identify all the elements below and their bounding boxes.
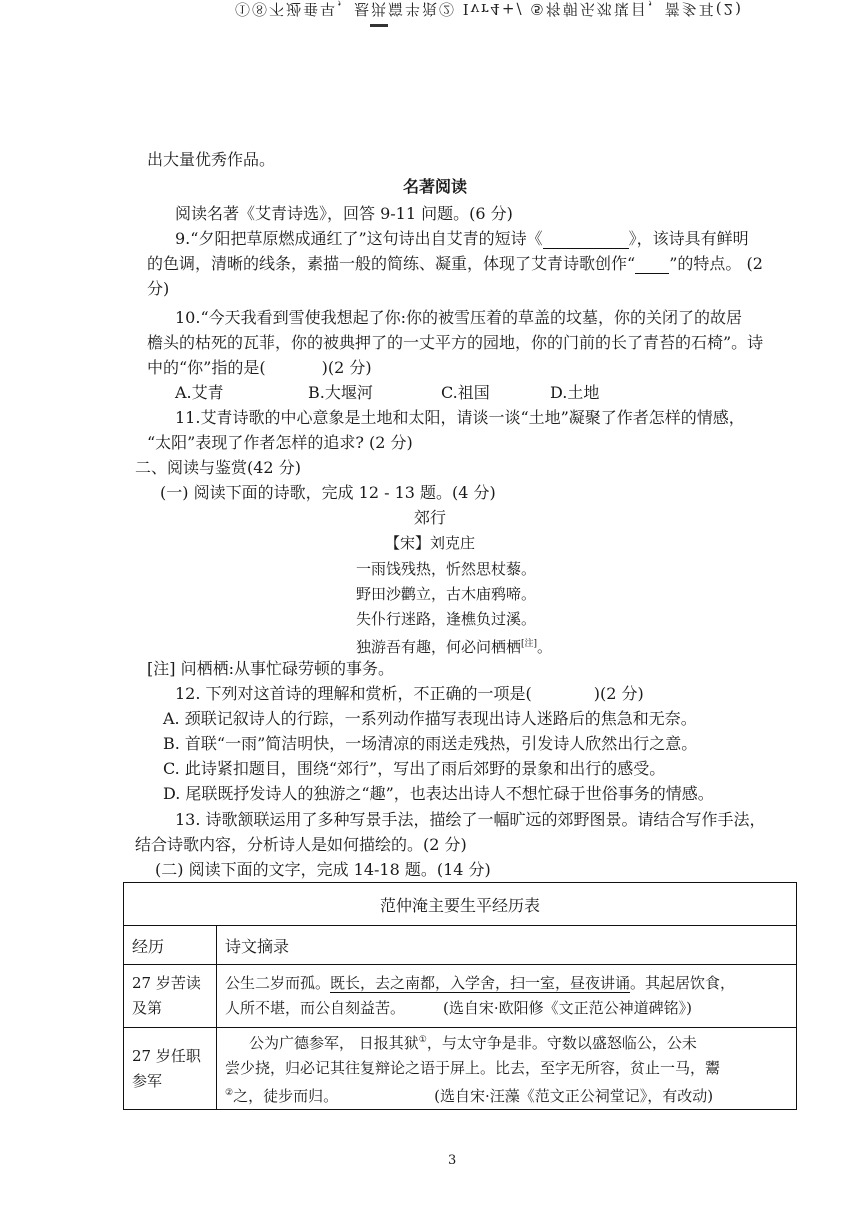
poem-note: [注] 问栖栖:从事忙碌劳顿的事务。 <box>147 659 394 678</box>
q10-option-d: D.土地 <box>550 383 600 402</box>
excerpt-text: 尝少挠，归必记其往复辩论之语于屏上。比去，至字无所容，贫止一马，鬻 <box>225 1059 721 1077</box>
question-10-line3 <box>147 358 372 378</box>
excerpt-source: (选自宋·汪藻《范文正公祠堂记》，有改动) <box>434 1087 714 1105</box>
q10-text-b: )(2 分) <box>321 358 372 377</box>
q9-text-d: ”的特点。 (2 <box>669 254 763 273</box>
q10-option-b: B.大堰河 <box>308 383 373 402</box>
excerpt-text: 人所不堪，而公自刻益苦。 <box>225 999 406 1017</box>
mingzhu-intro: 阅读名著《艾青诗选》，回答 9-11 问题。(6 分) <box>175 204 513 223</box>
excerpt-source: (选自宋·欧阳修《文正范公神道碑铭》) <box>443 999 692 1017</box>
excerpt-text: ，与太守争是非。守数以盛怒临公，公未 <box>426 1034 697 1052</box>
poem-line-1: 一雨饯残热，忻然思杖藜。 <box>356 560 537 578</box>
q10-option-c: C.祖国 <box>441 383 490 402</box>
footnote-mark: ② <box>225 1088 234 1098</box>
poem-line-2: 野田沙鹳立，古木庙鸦啼。 <box>356 585 537 603</box>
excerpt-text: 之，徒步而归。 <box>233 1087 339 1105</box>
q12-option-b: B. 首联“一雨”简洁明快，一场清凉的雨送走残热，引发诗人欣然出行之意。 <box>163 734 698 753</box>
question-13-line2: 结合诗歌内容，分析诗人是如何描绘的。(2 分) <box>135 835 467 854</box>
question-12 <box>175 684 644 704</box>
column-header-excerpt: 诗文摘录 <box>217 926 797 965</box>
q9-blank-1 <box>543 232 629 249</box>
q12-option-a: A. 颈联记叙诗人的行踪，一系列动作描写表现出诗人迷路后的焦急和无奈。 <box>163 709 697 728</box>
poem-note-mark: [注] <box>521 639 538 649</box>
top-fragment: 出大量优秀作品。 <box>147 150 276 169</box>
poem-line-3: 失仆行迷路，逢樵负过溪。 <box>356 610 537 628</box>
question-11-line2: “太阳”表现了作者怎样的追求? (2 分) <box>147 433 413 452</box>
part-1-intro: (一) 阅读下面的诗歌，完成 12 - 13 题。(4 分) <box>160 483 496 502</box>
mingzhu-title: 名著阅读 <box>402 177 467 196</box>
question-9-line1 <box>175 229 749 249</box>
poem-line-4: 独游吾有趣，何必问栖栖[注]。 <box>356 638 553 656</box>
table-title: 范仲淹主要生平经历表 <box>124 883 797 926</box>
q10-text-a: 中的“你”指的是( <box>147 358 266 377</box>
footnote-mark: ① <box>418 1035 427 1045</box>
row-label: 27 岁任职参军 <box>124 1028 217 1110</box>
bleed-through-text: ①⑧不逊垂早，悬洪篇半浪② Ivr4+/ ⑤将朝乐郊谋目，蔷多耳(2) <box>235 0 743 18</box>
q10-option-a: A.艾青 <box>175 383 224 402</box>
excerpt-text: 公为广德参军， 日报其狱 <box>249 1034 419 1052</box>
part-2-intro: (二) 阅读下面的文字，完成 14-18 题。(14 分) <box>155 860 491 879</box>
question-10-line2: 檐头的枯死的瓦菲，你的被典押了的一丈平方的园地，你的门前的长了青苔的石椅”。诗 <box>147 333 764 352</box>
row-excerpt <box>217 965 797 1028</box>
biography-table <box>123 882 797 1110</box>
question-10-line1: 10.“今天我看到雪使我想起了你:你的被雪压着的草盖的坟墓，你的关闭了的故居 <box>175 308 743 327</box>
poem-line-4-text: 独游吾有趣，何必问栖栖 <box>356 638 522 656</box>
row-excerpt <box>217 1028 797 1110</box>
page-number: 3 <box>448 1153 457 1168</box>
excerpt-underlined: 既长，去之南都，入学舍，扫一室，昼夜讲诵 <box>330 974 631 992</box>
question-10-options <box>175 383 599 403</box>
question-11-line1: 11.艾青诗歌的中心意象是土地和太阳，请谈一谈“土地”凝聚了作者怎样的情感， <box>175 408 745 427</box>
bleed-mark <box>370 24 388 27</box>
q9-text-c: 的色调，清晰的线条，素描一般的简练、凝重，体现了艾青诗歌创作“ <box>147 254 636 273</box>
poem-author: 【宋】刘克庄 <box>384 534 475 552</box>
question-13-line1: 13. 诗歌颔联运用了多种写景手法，描绘了一幅旷远的郊野图景。请结合写作手法， <box>175 810 766 829</box>
q9-text-b: 》，该诗具有鲜明 <box>628 229 749 248</box>
table-row <box>124 965 797 1028</box>
row-label: 27 岁苦读及第 <box>124 965 217 1028</box>
q9-text-a: 9.“夕阳把草原燃成通红了”这句诗出自艾青的短诗《 <box>175 229 543 248</box>
q12-option-c: C. 此诗紧扣题目，围绕“郊行”，写出了雨后郊野的景象和出行的感受。 <box>163 759 666 778</box>
q12-text-b: )(2 分) <box>593 684 644 703</box>
question-9-line3: 分) <box>147 279 170 298</box>
q9-blank-2 <box>635 257 669 274</box>
table-row <box>124 1028 797 1110</box>
q12-text-a: 12. 下列对这首诗的理解和赏析，不正确的一项是( <box>175 684 532 703</box>
question-9-line2 <box>147 254 763 274</box>
q12-option-d: D. 尾联既抒发诗人的独游之“趣”，也表达出诗人不想忙碌于世俗事务的情感。 <box>163 784 714 803</box>
excerpt-text: 。其起居饮食， <box>630 974 736 992</box>
poem-title: 郊行 <box>413 508 446 527</box>
column-header-experience: 经历 <box>124 926 217 965</box>
excerpt-text: 公生二岁而孤。 <box>225 974 331 992</box>
section-2-heading: 二、阅读与鉴赏(42 分) <box>135 458 301 477</box>
